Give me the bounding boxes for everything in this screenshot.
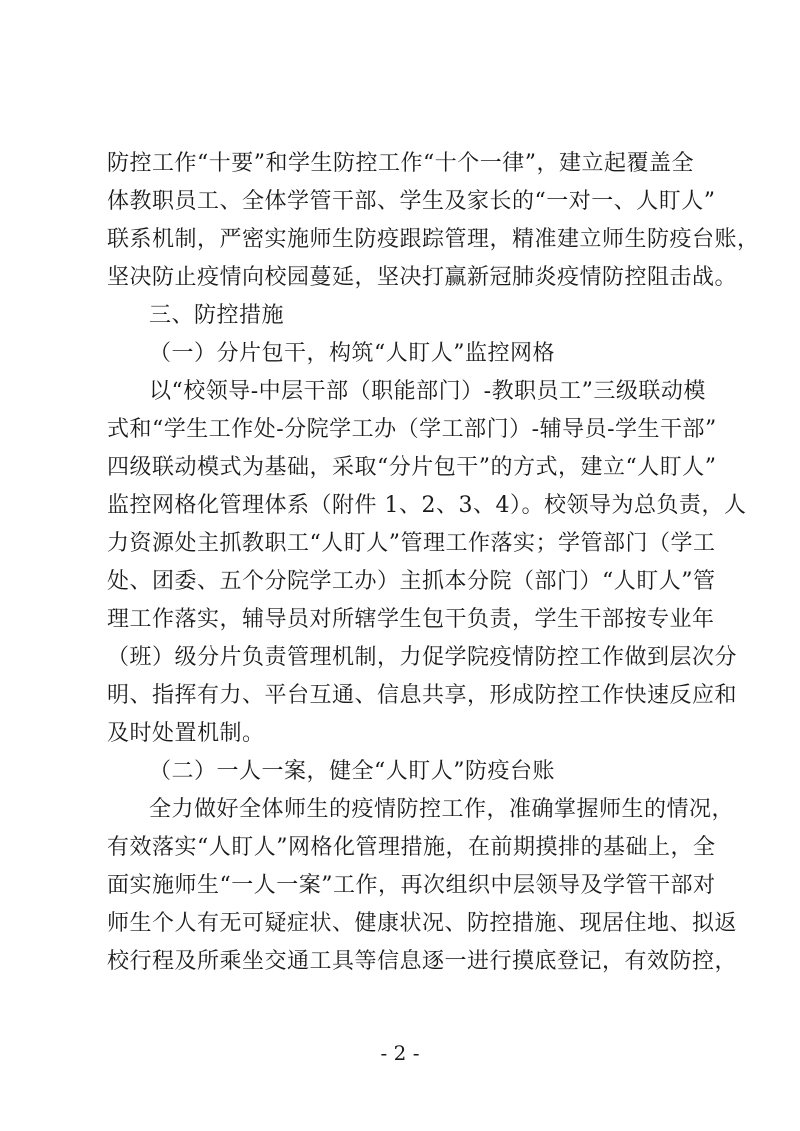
paragraph-line: 理工作落实，辅导员对所辖学生包干负责，学生干部按专业年 — [107, 607, 715, 632]
paragraph-line: 有效落实“人盯人”网格化管理措施，在前期摸排的基础上，全 — [107, 835, 716, 860]
paragraph-line: 联系机制，严密实施师生防疫跟踪管理，精准建立师生防疫台账， — [107, 227, 760, 252]
paragraph-line: 校行程及所乘坐交通工具等信息逐一进行摸底登记，有效防控， — [107, 949, 738, 974]
paragraph-line: （班）级分片负责管理机制，力促学院疫情防控工作做到层次分 — [107, 645, 738, 670]
paragraph-line: 四级联动模式为基础，采取“分片包干”的方式，建立“人盯人” — [107, 455, 717, 480]
paragraph-line: 坚决防止疫情向校园蔓延，坚决打赢新冠肺炎疫情防控阻击战。 — [107, 265, 738, 290]
paragraph-line: 师生个人有无可疑症状、健康状况、防控措施、现居住地、拟返 — [107, 911, 738, 936]
subsection-heading: （二）一人一案，健全“人盯人”防疫台账 — [149, 759, 555, 784]
paragraph-line: 处、团委、五个分院学工办）主抓本分院（部门）“人盯人”管 — [107, 569, 716, 594]
paragraph-line: 全力做好全体师生的疫情防控工作，准确掌握师生的情况， — [149, 797, 735, 822]
paragraph-line: 体教职员工、全体学管干部、学生及家长的“一对一、人盯人” — [107, 189, 716, 214]
paragraph-line: 力资源处主抓教职工“人盯人”管理工作落实；学管部门（学工 — [107, 531, 716, 556]
paragraph-line: 监控网格化管理体系（附件 1、2、3、4）。校领导为总负责，人 — [107, 493, 747, 518]
paragraph-line: 面实施师生“一人一案”工作，再次组织中层领导及学管干部对 — [107, 873, 716, 898]
paragraph-line: 及时处置机制。 — [107, 721, 265, 746]
section-heading: 三、防控措施 — [149, 303, 285, 328]
paragraph-line: 防控工作“十要”和学生防控工作“十个一律”，建立起覆盖全 — [107, 151, 694, 176]
page-number: - 2 - — [380, 1041, 420, 1065]
paragraph-line: 明、指挥有力、平台互通、信息共享，形成防控工作快速反应和 — [107, 683, 738, 708]
paragraph-line: 式和“学生工作处-分院学工办（学工部门）-辅导员-学生干部” — [107, 417, 717, 442]
paragraph-line: 以“校领导-中层干部（职能部门）-教职员工”三级联动模 — [149, 379, 706, 404]
subsection-heading: （一）分片包干，构筑“人盯人”监控网格 — [149, 341, 555, 366]
